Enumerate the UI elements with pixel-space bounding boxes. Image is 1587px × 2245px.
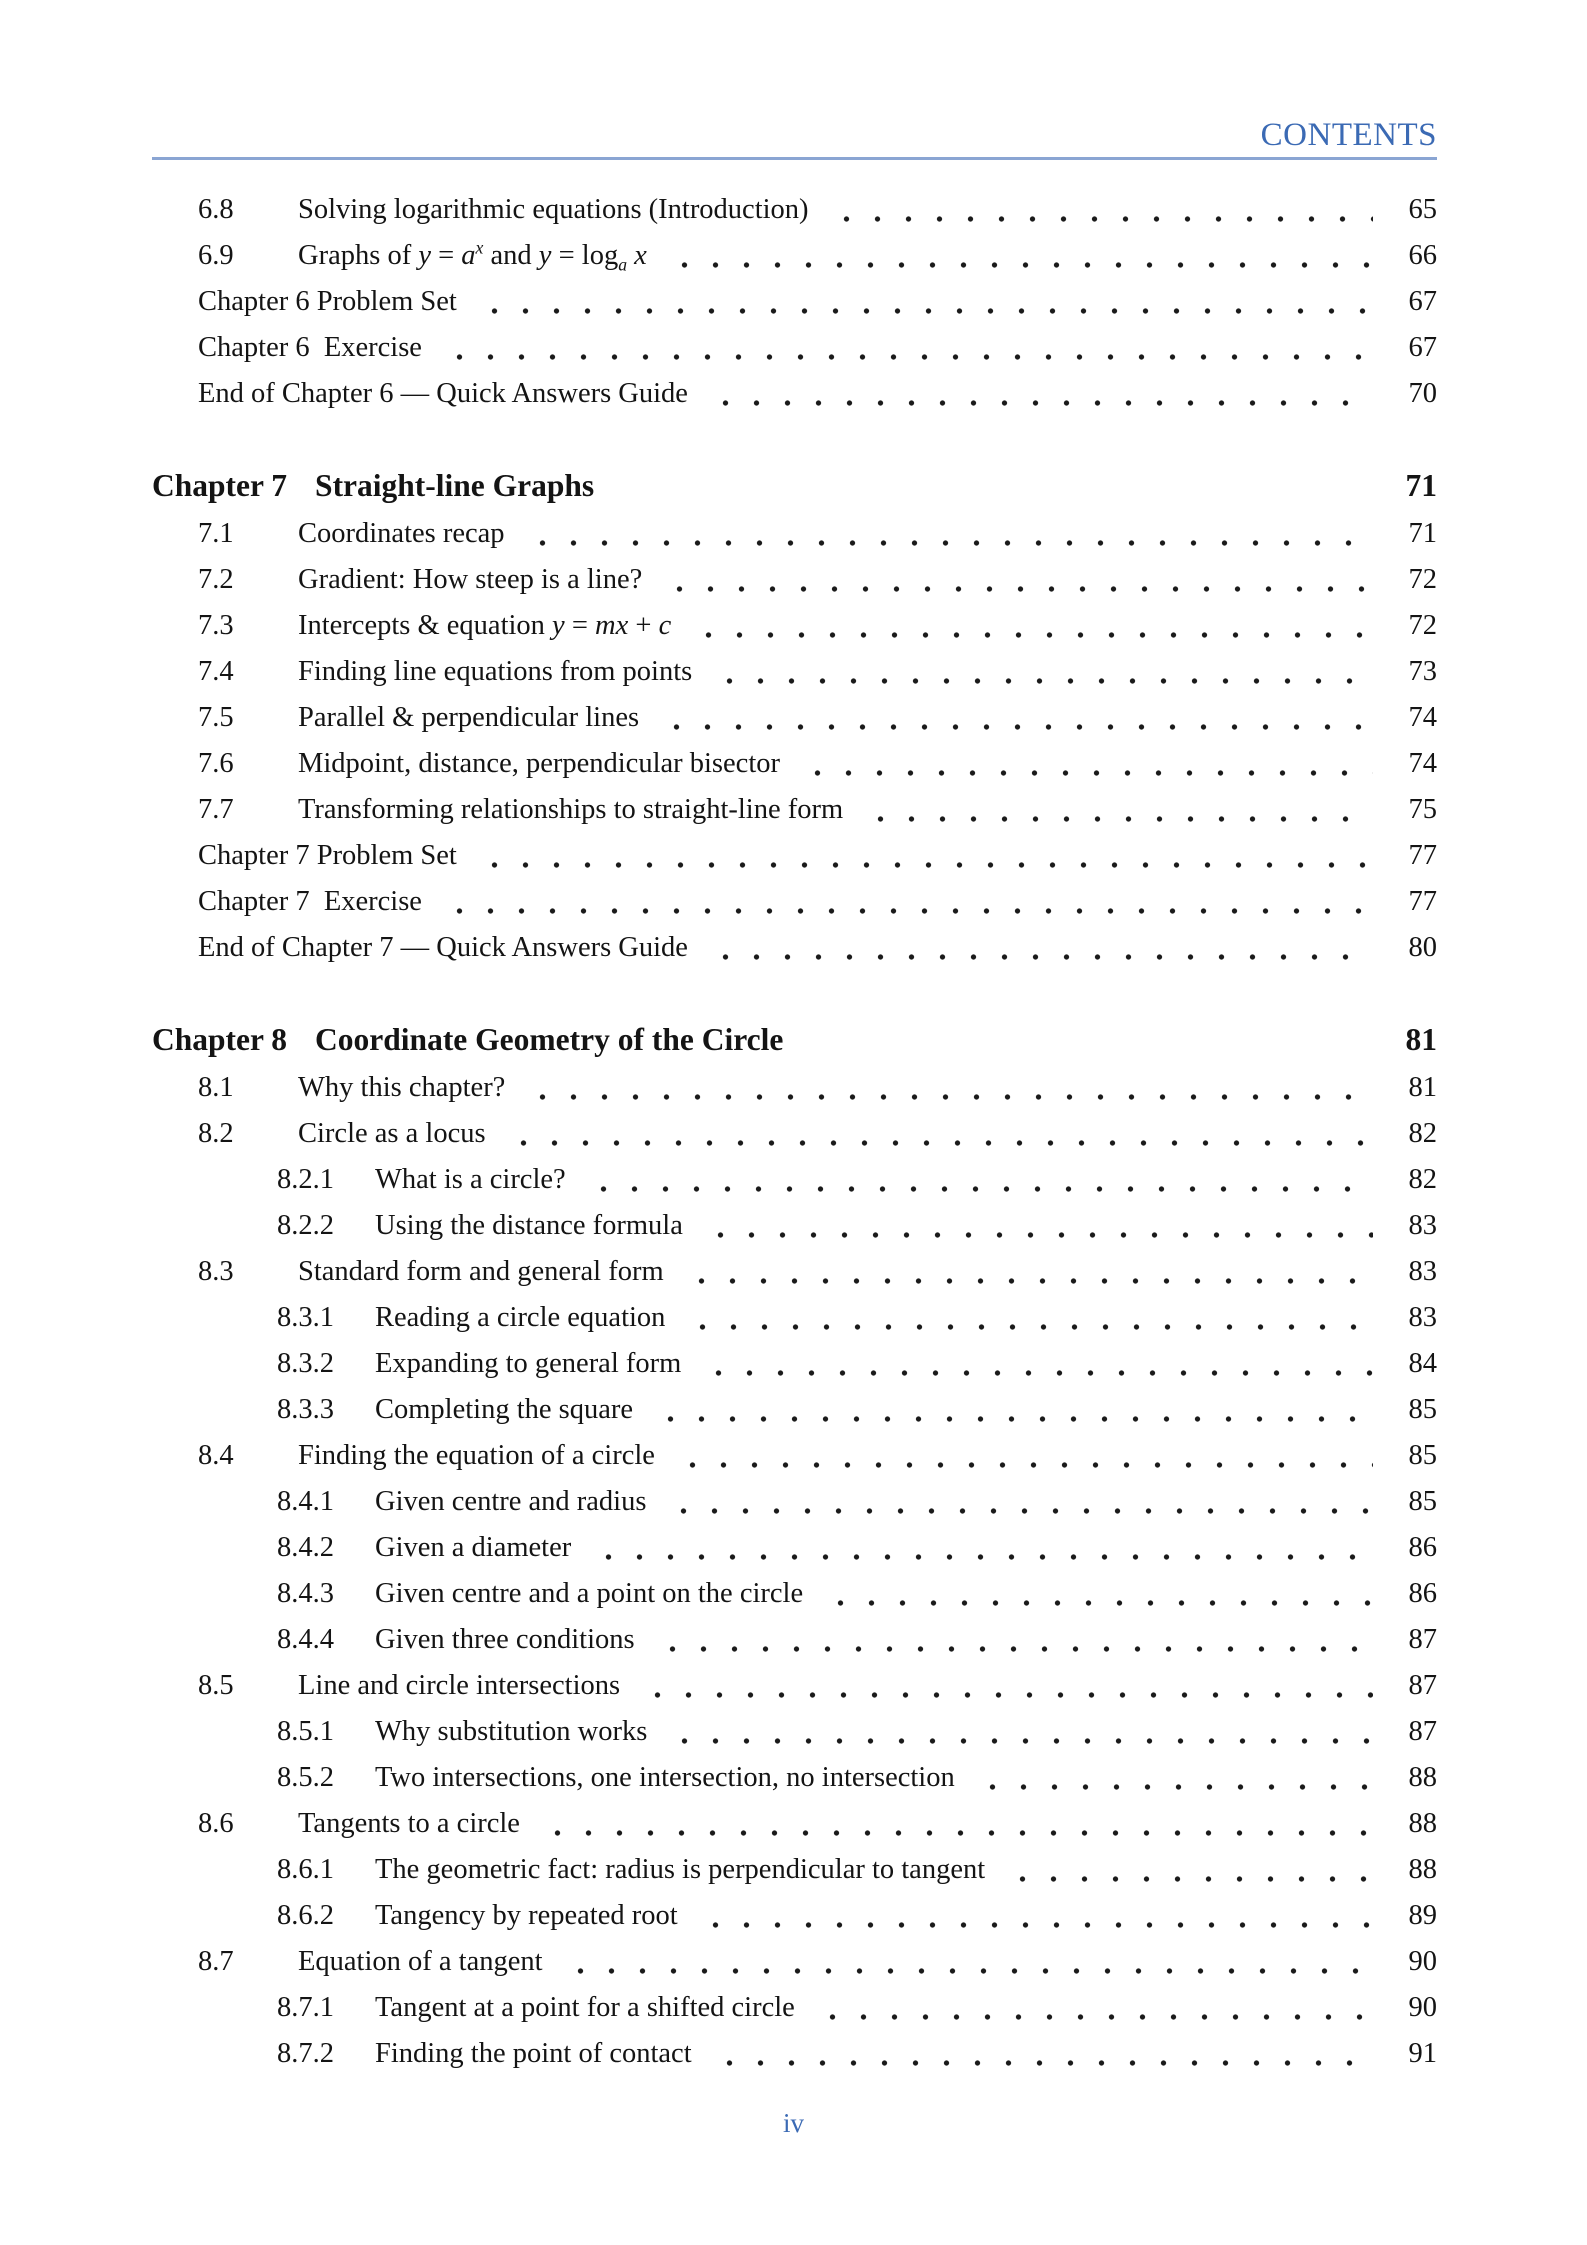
toc-entry-page: 85 bbox=[1408, 1394, 1437, 1425]
toc-entry-title: Solving logarithmic equations (Introduction) bbox=[298, 194, 809, 225]
toc-entry-title: Intercepts & equation y = mx + c bbox=[298, 610, 672, 641]
toc-entry-page: 81 bbox=[1405, 1022, 1437, 1057]
toc-entry-page: 71 bbox=[1405, 468, 1437, 503]
toc-entry-title: Finding the point of contact bbox=[375, 2038, 692, 2069]
toc-entry-page: 72 bbox=[1408, 564, 1437, 595]
dot-leader bbox=[578, 1157, 1373, 1203]
dot-leader bbox=[967, 1755, 1373, 1801]
dot-leader bbox=[704, 649, 1373, 695]
toc-entry-row[interactable] bbox=[152, 2031, 1437, 2077]
dot-leader bbox=[690, 1893, 1373, 1939]
toc-entry-page: 83 bbox=[1408, 1256, 1437, 1287]
toc-entry-page: 80 bbox=[1408, 932, 1437, 963]
toc-chapter-row[interactable] bbox=[152, 1015, 1437, 1065]
toc-entry-title: Using the distance formula bbox=[375, 1210, 683, 1241]
toc-entry-page: 82 bbox=[1408, 1118, 1437, 1149]
dot-leader bbox=[658, 1479, 1373, 1525]
dot-leader bbox=[632, 1663, 1373, 1709]
toc-entry-page: 90 bbox=[1408, 1992, 1437, 2023]
toc-entry-page: 87 bbox=[1408, 1716, 1437, 1747]
dot-leader bbox=[704, 2031, 1373, 2077]
toc-entry-number: 7.2 bbox=[198, 564, 234, 595]
dot-leader bbox=[792, 741, 1373, 787]
toc-entry-title: Completing the square bbox=[375, 1394, 634, 1425]
dot-leader bbox=[659, 233, 1373, 279]
dot-leader bbox=[700, 371, 1373, 417]
toc-entry-number: 8.1 bbox=[198, 1072, 234, 1103]
toc-entry-title: Reading a circle equation bbox=[375, 1302, 666, 1333]
toc-entry-row[interactable] bbox=[152, 1111, 1437, 1157]
toc-entry-title: Chapter 7 Exercise bbox=[198, 886, 422, 917]
toc-entry-page: 85 bbox=[1408, 1440, 1437, 1471]
toc-entry-number: 8.3 bbox=[198, 1256, 234, 1287]
dot-leader bbox=[532, 1801, 1373, 1847]
dot-leader bbox=[645, 1387, 1373, 1433]
toc-entry-number: 8.4.3 bbox=[277, 1578, 334, 1609]
dot-leader bbox=[855, 787, 1373, 833]
toc-entry-title: What is a circle? bbox=[375, 1164, 566, 1195]
toc-entry-number: 8.4 bbox=[198, 1440, 234, 1471]
dot-leader bbox=[695, 1203, 1373, 1249]
contents-page-body bbox=[152, 0, 1437, 2077]
dot-leader bbox=[700, 925, 1373, 971]
toc-entry-title: Expanding to general form bbox=[375, 1348, 682, 1379]
chapter-label: Chapter 8 bbox=[152, 1022, 288, 1057]
toc-entry-page: 77 bbox=[1408, 840, 1437, 871]
toc-entry-row[interactable] bbox=[152, 1479, 1437, 1525]
toc-entry-number: 8.4.1 bbox=[277, 1486, 334, 1517]
header-rule bbox=[152, 157, 1437, 160]
dot-leader bbox=[469, 279, 1373, 325]
toc-entry-number: 8.5.2 bbox=[277, 1762, 334, 1793]
toc-entry-title: Finding line equations from points bbox=[298, 656, 693, 687]
toc-entry-row[interactable] bbox=[152, 1801, 1437, 1847]
toc-entry-row[interactable] bbox=[152, 741, 1437, 787]
toc-entry-page: 88 bbox=[1408, 1808, 1437, 1839]
toc-entry-row[interactable] bbox=[152, 233, 1437, 279]
toc-entry-title: Tangency by repeated root bbox=[375, 1900, 678, 1931]
toc-entry-title: The geometric fact: radius is perpendicular to tangent bbox=[375, 1854, 986, 1885]
toc-entry-row[interactable] bbox=[152, 1663, 1437, 1709]
toc-entry-title: Why substitution works bbox=[375, 1716, 648, 1747]
toc-entry-title: Two intersections, one intersection, no intersection bbox=[375, 1762, 955, 1793]
toc-entry-row[interactable] bbox=[152, 1571, 1437, 1617]
toc-entry-title: Line and circle intersections bbox=[298, 1670, 621, 1701]
dot-leader bbox=[647, 1617, 1373, 1663]
toc-entry-title: Transforming relationships to straight-line form bbox=[298, 794, 844, 825]
toc-entry-number: 8.3.1 bbox=[277, 1302, 334, 1333]
toc-entry-page: 65 bbox=[1408, 194, 1437, 225]
toc-entry-page: 86 bbox=[1408, 1578, 1437, 1609]
toc-entry-title: Circle as a locus bbox=[298, 1118, 486, 1149]
toc-entry-page: 67 bbox=[1408, 332, 1437, 363]
toc-entry-row[interactable] bbox=[152, 787, 1437, 833]
toc-chapter-row[interactable] bbox=[152, 461, 1437, 511]
dot-leader bbox=[517, 511, 1373, 557]
chapter-label: Chapter 7 bbox=[152, 468, 288, 503]
dot-leader bbox=[821, 187, 1373, 233]
toc-entry-title: End of Chapter 7 — Quick Answers Guide bbox=[198, 932, 688, 963]
toc-entry-row[interactable] bbox=[152, 879, 1437, 925]
toc-entry-title: Gradient: How steep is a line? bbox=[298, 564, 643, 595]
toc-entry-row[interactable] bbox=[152, 925, 1437, 971]
toc-entry-title: Chapter 6 Exercise bbox=[198, 332, 422, 363]
toc-entry-row[interactable] bbox=[152, 1341, 1437, 1387]
toc-entry-page: 82 bbox=[1408, 1164, 1437, 1195]
toc-entry-number: 6.9 bbox=[198, 240, 234, 271]
dot-leader bbox=[683, 603, 1373, 649]
spacer bbox=[783, 1015, 1373, 1065]
chapter-title: Coordinate Geometry of the Circle bbox=[315, 1022, 784, 1057]
dot-leader bbox=[651, 695, 1373, 741]
toc-entry-title: Chapter 6 Problem Set bbox=[198, 286, 457, 317]
toc-entry-title: End of Chapter 6 — Quick Answers Guide bbox=[198, 378, 688, 409]
toc-entry-page: 81 bbox=[1408, 1072, 1437, 1103]
toc-entry-number: 8.5 bbox=[198, 1670, 234, 1701]
toc-entry-number: 7.5 bbox=[198, 702, 234, 733]
toc-entry-row[interactable] bbox=[152, 1617, 1437, 1663]
dot-leader bbox=[555, 1939, 1373, 1985]
toc-entry-title: Given three conditions bbox=[375, 1624, 635, 1655]
toc-entry-page: 88 bbox=[1408, 1854, 1437, 1885]
toc-entry-row[interactable] bbox=[152, 1203, 1437, 1249]
toc-entry-number: 7.7 bbox=[198, 794, 234, 825]
toc-entry-row[interactable] bbox=[152, 1755, 1437, 1801]
toc-entry-row[interactable] bbox=[152, 1525, 1437, 1571]
toc-entry-number: 7.1 bbox=[198, 518, 234, 549]
toc-entry-page: 88 bbox=[1408, 1762, 1437, 1793]
toc-entry-title: Equation of a tangent bbox=[298, 1946, 543, 1977]
dot-leader bbox=[434, 879, 1373, 925]
toc-entry-title: Finding the equation of a circle bbox=[298, 1440, 655, 1471]
toc-entry-title: Why this chapter? bbox=[298, 1072, 506, 1103]
toc-entry-row[interactable] bbox=[152, 371, 1437, 417]
toc-entry-row[interactable] bbox=[152, 187, 1437, 233]
toc-entry-row[interactable] bbox=[152, 511, 1437, 557]
toc-entry-number: 8.5.1 bbox=[277, 1716, 334, 1747]
toc-entry-title: Parallel & perpendicular lines bbox=[298, 702, 640, 733]
toc-entry-row[interactable] bbox=[152, 1985, 1437, 2031]
dot-leader bbox=[469, 833, 1373, 879]
toc-list bbox=[152, 187, 1437, 2077]
dot-leader bbox=[693, 1341, 1373, 1387]
toc-entry-row[interactable] bbox=[152, 1433, 1437, 1479]
toc-entry-row[interactable] bbox=[152, 1709, 1437, 1755]
chapter-title: Straight-line Graphs bbox=[315, 468, 595, 503]
toc-entry-number: 8.6.2 bbox=[277, 1900, 334, 1931]
dot-leader bbox=[815, 1571, 1373, 1617]
toc-entry-page: 70 bbox=[1408, 378, 1437, 409]
toc-entry-page: 84 bbox=[1408, 1348, 1437, 1379]
toc-entry-row[interactable] bbox=[152, 1295, 1437, 1341]
toc-entry-row[interactable] bbox=[152, 1387, 1437, 1433]
spacer bbox=[594, 461, 1373, 511]
toc-entry-number: 8.2.1 bbox=[277, 1164, 334, 1195]
toc-entry-title: Graphs of $y = a^x$ and $y = \log_a x$ bbox=[298, 237, 647, 275]
toc-entry-row[interactable] bbox=[152, 557, 1437, 603]
toc-entry-page: 87 bbox=[1408, 1670, 1437, 1701]
toc-entry-number: 8.7 bbox=[198, 1946, 234, 1977]
contents-header: CONTENTS bbox=[1260, 117, 1437, 153]
dot-leader bbox=[677, 1295, 1373, 1341]
toc-entry-page: 87 bbox=[1408, 1624, 1437, 1655]
toc-entry-row[interactable] bbox=[152, 603, 1437, 649]
dot-leader bbox=[676, 1249, 1373, 1295]
toc-entry-row[interactable] bbox=[152, 1249, 1437, 1295]
toc-entry-number: 8.4.4 bbox=[277, 1624, 334, 1655]
dot-leader bbox=[498, 1111, 1373, 1157]
toc-entry-number: 8.7.1 bbox=[277, 1992, 334, 2023]
toc-entry-number: 8.3.3 bbox=[277, 1394, 334, 1425]
dot-leader bbox=[667, 1433, 1373, 1479]
dot-leader bbox=[434, 325, 1373, 371]
toc-entry-title: Tangent at a point for a shifted circle bbox=[375, 1992, 795, 2023]
toc-entry-page: 86 bbox=[1408, 1532, 1437, 1563]
toc-entry-row[interactable] bbox=[152, 695, 1437, 741]
toc-entry-row[interactable] bbox=[152, 325, 1437, 371]
toc-entry-number: 7.6 bbox=[198, 748, 234, 779]
toc-entry-number: 6.8 bbox=[198, 194, 234, 225]
toc-entry-page: 74 bbox=[1408, 748, 1437, 779]
toc-entry-row[interactable] bbox=[152, 1847, 1437, 1893]
toc-entry-number: 8.4.2 bbox=[277, 1532, 334, 1563]
toc-entry-page: 89 bbox=[1408, 1900, 1437, 1931]
toc-entry-row[interactable] bbox=[152, 1893, 1437, 1939]
toc-entry-page: 72 bbox=[1408, 610, 1437, 641]
toc-entry-page: 67 bbox=[1408, 286, 1437, 317]
dot-leader bbox=[517, 1065, 1373, 1111]
dot-leader bbox=[583, 1525, 1373, 1571]
dot-leader bbox=[659, 1709, 1373, 1755]
toc-entry-number: 8.7.2 bbox=[277, 2038, 334, 2069]
toc-entry-title: Given centre and radius bbox=[375, 1486, 647, 1517]
toc-entry-page: 71 bbox=[1408, 518, 1437, 549]
dot-leader bbox=[807, 1985, 1373, 2031]
toc-entry-page: 90 bbox=[1408, 1946, 1437, 1977]
toc-entry-page: 66 bbox=[1408, 240, 1437, 271]
dot-leader bbox=[997, 1847, 1373, 1893]
toc-entry-page: 83 bbox=[1408, 1302, 1437, 1333]
toc-entry-number: 8.2 bbox=[198, 1118, 234, 1149]
toc-entry-title: Given a diameter bbox=[375, 1532, 572, 1563]
toc-entry-title: Standard form and general form bbox=[298, 1256, 664, 1287]
toc-entry-title: Midpoint, distance, perpendicular bisector bbox=[298, 748, 780, 779]
toc-entry-row[interactable] bbox=[152, 833, 1437, 879]
toc-entry-row[interactable] bbox=[152, 279, 1437, 325]
toc-entry-page: 83 bbox=[1408, 1210, 1437, 1241]
toc-entry-title: Coordinates recap bbox=[298, 518, 505, 549]
toc-entry-page: 75 bbox=[1408, 794, 1437, 825]
toc-entry-page: 91 bbox=[1408, 2038, 1437, 2069]
toc-entry-title: Given centre and a point on the circle bbox=[375, 1578, 804, 1609]
dot-leader bbox=[654, 557, 1373, 603]
page-number-folio: iv bbox=[782, 2108, 804, 2138]
toc-entry-number: 8.2.2 bbox=[277, 1210, 334, 1241]
toc-entry-number: 7.3 bbox=[198, 610, 234, 641]
toc-entry-row[interactable] bbox=[152, 1065, 1437, 1111]
toc-entry-row[interactable] bbox=[152, 1939, 1437, 1985]
toc-entry-page: 77 bbox=[1408, 886, 1437, 917]
toc-entry-number: 8.6.1 bbox=[277, 1854, 334, 1885]
toc-entry-title: Tangents to a circle bbox=[298, 1808, 520, 1839]
toc-entry-number: 8.6 bbox=[198, 1808, 234, 1839]
toc-entry-number: 7.4 bbox=[198, 656, 234, 687]
toc-entry-row[interactable] bbox=[152, 649, 1437, 695]
toc-entry-title: Chapter 7 Problem Set bbox=[198, 840, 457, 871]
toc-entry-page: 74 bbox=[1408, 702, 1437, 733]
toc-entry-number: 8.3.2 bbox=[277, 1348, 334, 1379]
toc-entry-page: 73 bbox=[1408, 656, 1437, 687]
toc-entry-page: 85 bbox=[1408, 1486, 1437, 1517]
toc-entry-row[interactable] bbox=[152, 1157, 1437, 1203]
